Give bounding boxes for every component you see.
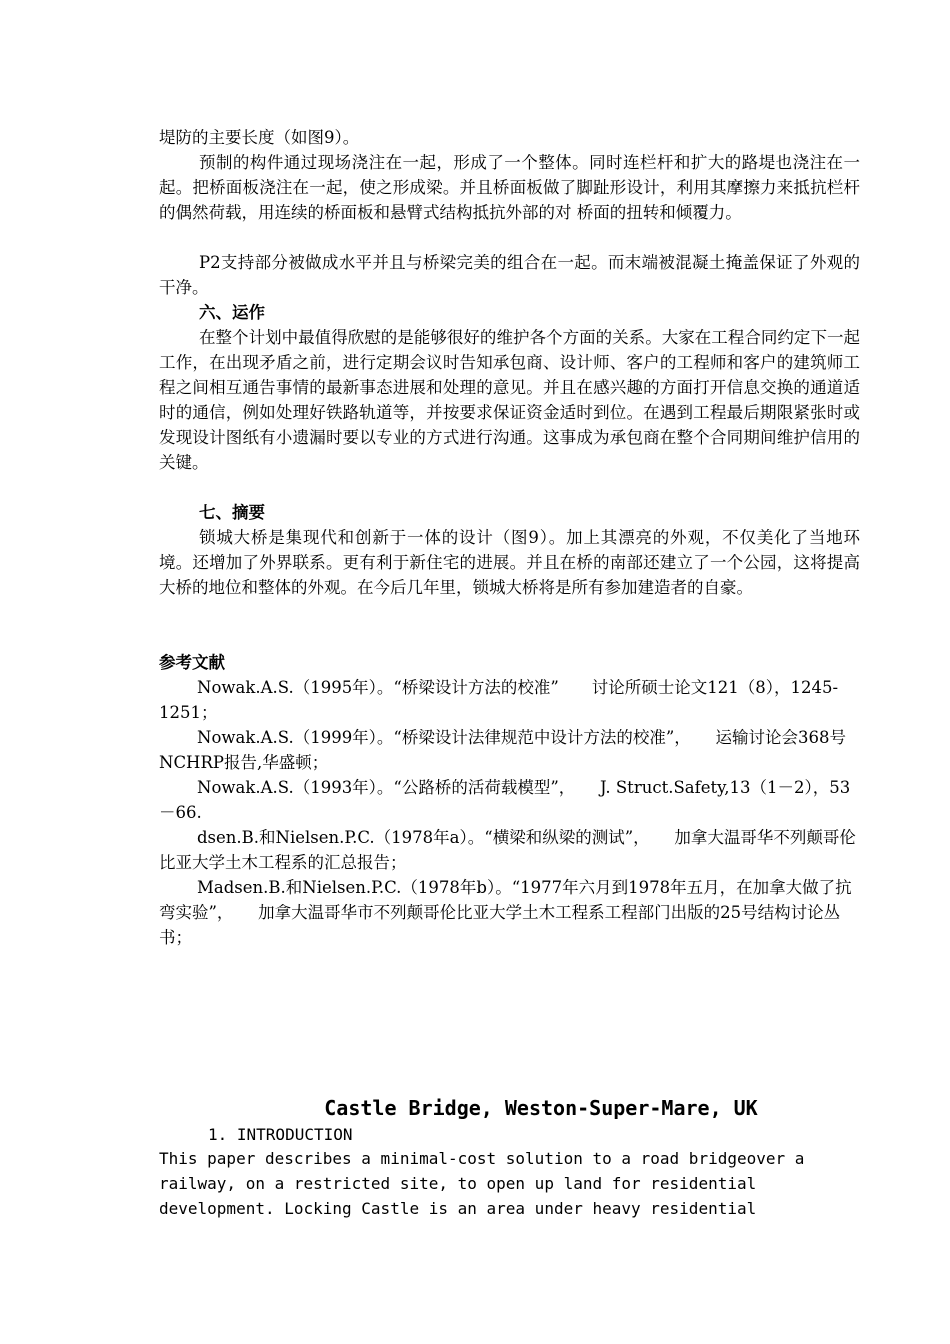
paragraph-embankment-length: 堤防的主要长度（如图9）。	[159, 128, 360, 147]
english-paragraph: This paper describes a minimal-cost solution to a road bridgeover a railway, on a restricted site, to open up land for residential development. Locking Castle is an area under heavy residential	[159, 1149, 805, 1218]
paragraph-p2-support: P2支持部分被做成水平并且与桥梁完美的组合在一起。而末端被混凝土掩盖保证了外观的干净。	[159, 253, 860, 297]
paragraph-precast-members: 预制的构件通过现场浇注在一起，形成了一个整体。同时连栏杆和扩大的路堤也浇注在一起。把桥面板浇注在一起，使之形成梁。并且桥面板做了脚趾形设计，利用其摩擦力来抵抗栏杆的偶然荷载，用连续的桥面板和悬臂式结构抵抗外部的对 桥面的扭转和倾覆力。	[159, 153, 860, 222]
section-heading-summary: 七、摘要	[199, 503, 265, 522]
reference-item: Nowak.A.S.（1993年）。“公路桥的活荷载模型”， J. Struct.Safety,13（1－2），53－66.	[159, 778, 851, 822]
paragraph-operation: 在整个计划中最值得欣慰的是能够很好的维护各个方面的关系。大家在工程合同约定下一起工作，在出现矛盾之前，进行定期会议时告知承包商、设计师、客户的工程师和客户的建筑师工程之间相互通告事情的最新事态进展和处理的意见。并且在感兴趣的方面打开信息交换的通道适时的通信，例如处理好铁路轨道等，并按要求保证资金适时到位。在遇到工程最后期限紧张时或发现设计图纸有小遗漏时要以专业的方式进行沟通。这事成为承包商在整个合同期间维护信用的关键。	[159, 328, 860, 472]
paragraph-summary: 锁城大桥是集现代和创新于一体的设计（图9）。加上其漂亮的外观，不仅美化了当地环境。还增加了外界联系。更有利于新住宅的进展。并且在桥的南部还建立了一个公园，这将提高大桥的地位和整体的外观。在今后几年里，锁城大桥将是所有参加建造者的自豪。	[159, 528, 860, 597]
english-subheading: 1. INTRODUCTION	[208, 1125, 353, 1144]
reference-item: dsen.B.和Nielsen.P.C.（1978年a）。“横梁和纵梁的测试”， 加拿大温哥华不列颠哥伦比亚大学土木工程系的汇总报告；	[159, 828, 856, 872]
reference-item: Madsen.B.和Nielsen.P.C.（1978年b）。“1977年六月到1978年五月，在加拿大做了抗弯实验”， 加拿大温哥华市不列颠哥伦比亚大学土木工程系工程部门出版的25号结构讨论丛书；	[159, 878, 852, 947]
english-title: Castle Bridge, Weston-Super-Mare, UK	[324, 1096, 758, 1120]
reference-item: Nowak.A.S.（1995年）。“桥梁设计方法的校准” 讨论所硕士论文121（8），1245-1251；	[159, 678, 839, 722]
references-heading: 参考文献	[159, 653, 225, 672]
section-heading-operation: 六、运作	[199, 303, 265, 322]
reference-item: Nowak.A.S.（1999年）。“桥梁设计法律规范中设计方法的校准”， 运输讨论会368号NCHRP报告,华盛顿；	[159, 728, 847, 772]
